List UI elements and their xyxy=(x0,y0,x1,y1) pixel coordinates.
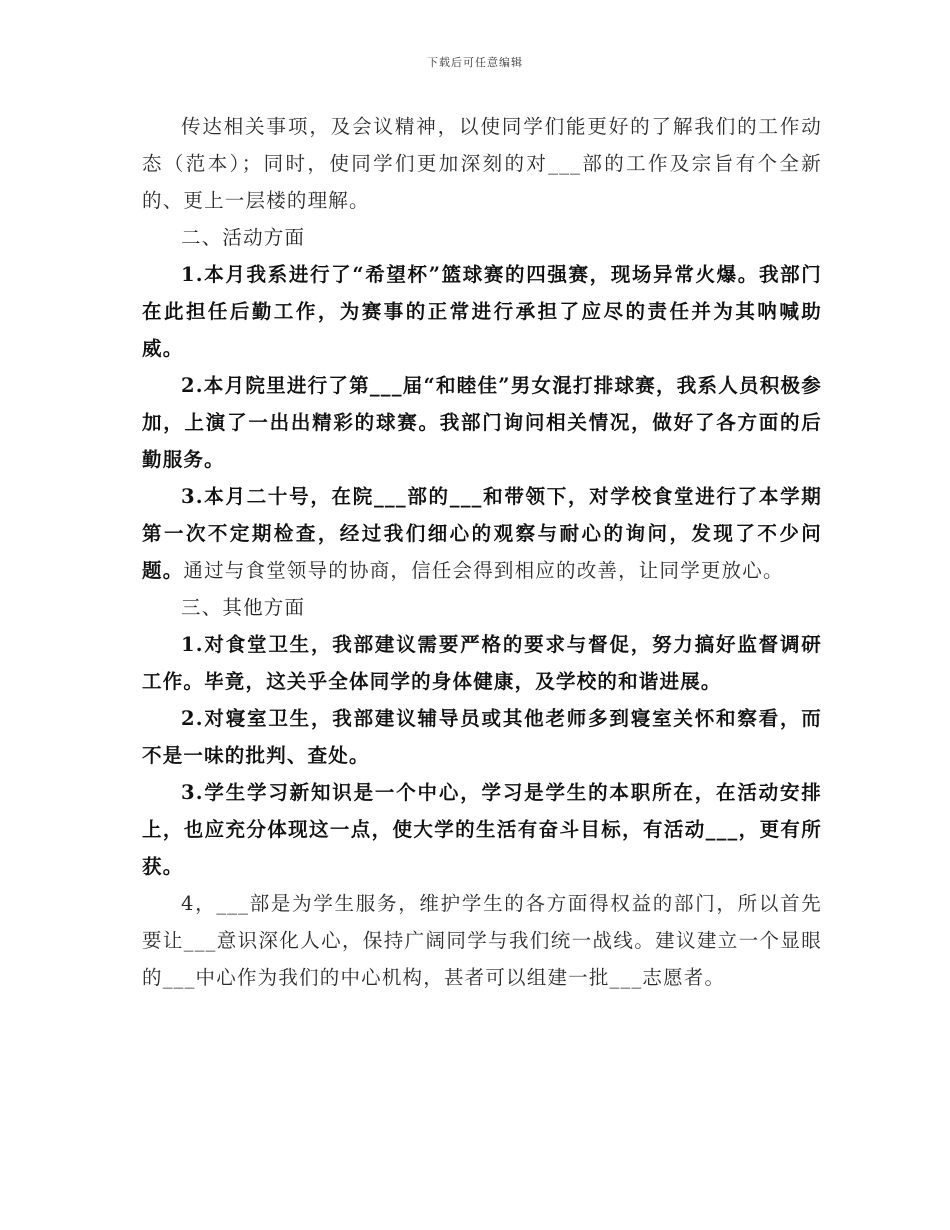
page-header-note: 下载后可任意编辑 xyxy=(427,56,523,69)
document-body xyxy=(142,108,822,996)
paragraph-other-2: 2.对寝室卫生，我部建议辅导员或其他老师多到寝室关怀和察看，而不是一味的批判、查处。 xyxy=(142,707,822,767)
paragraph-other-4: 4，___部是为学生服务，维护学生的各方面得权益的部门，所以首先要让___意识深化人心，保持广阔同学与我们统一战线。建议建立一个显眼的___中心作为我们的中心机构，甚者可以组建一批___志愿者。 xyxy=(142,892,822,989)
section-heading-activities: 二、活动方面 xyxy=(181,226,306,249)
paragraph-activity-3 xyxy=(142,478,822,589)
section-heading-other: 三、其他方面 xyxy=(181,596,306,619)
paragraph-activity-2: 2.本月院里进行了第___届“和睦佳”男女混打排球赛，我系人员积极参加，上演了一出出精彩的球赛。我部门询问相关情况，做好了各方面的后勤服务。 xyxy=(142,374,822,471)
paragraph-intro: 传达相关事项，及会议精神，以使同学们能更好的了解我们的工作动态（范本）；同时，使同学们更加深刻的对___部的工作及宗旨有个全新的、更上一层楼的理解。 xyxy=(142,115,822,212)
paragraph-other-3: 3.学生学习新知识是一个中心，学习是学生的本职所在，在活动安排上，也应充分体现这一点，使大学的生活有奋斗目标，有活动___，更有所获。 xyxy=(142,781,822,878)
paragraph-activity-1: 1.本月我系进行了“希望杯”篮球赛的四强赛，现场异常火爆。我部门在此担任后勤工作，为赛事的正常进行承担了应尽的责任并为其呐喊助威。 xyxy=(142,263,822,360)
paragraph-activity-3-plain: 通过与食堂领导的协商，信任会得到相应的改善，让同学更放心。 xyxy=(183,559,784,582)
paragraph-activity-3-bold: 3.本月二十号，在院___部的___和带领下，对学校食堂进行了本学期第一次不定期检查，经过我们细心的观察与耐心的询问，发现了不少问题。 xyxy=(142,485,822,582)
paragraph-other-1: 1.对食堂卫生，我部建议需要严格的要求与督促，努力搞好监督调研工作。毕竟，这关乎全体同学的身体健康，及学校的和谐进展。 xyxy=(142,633,822,693)
